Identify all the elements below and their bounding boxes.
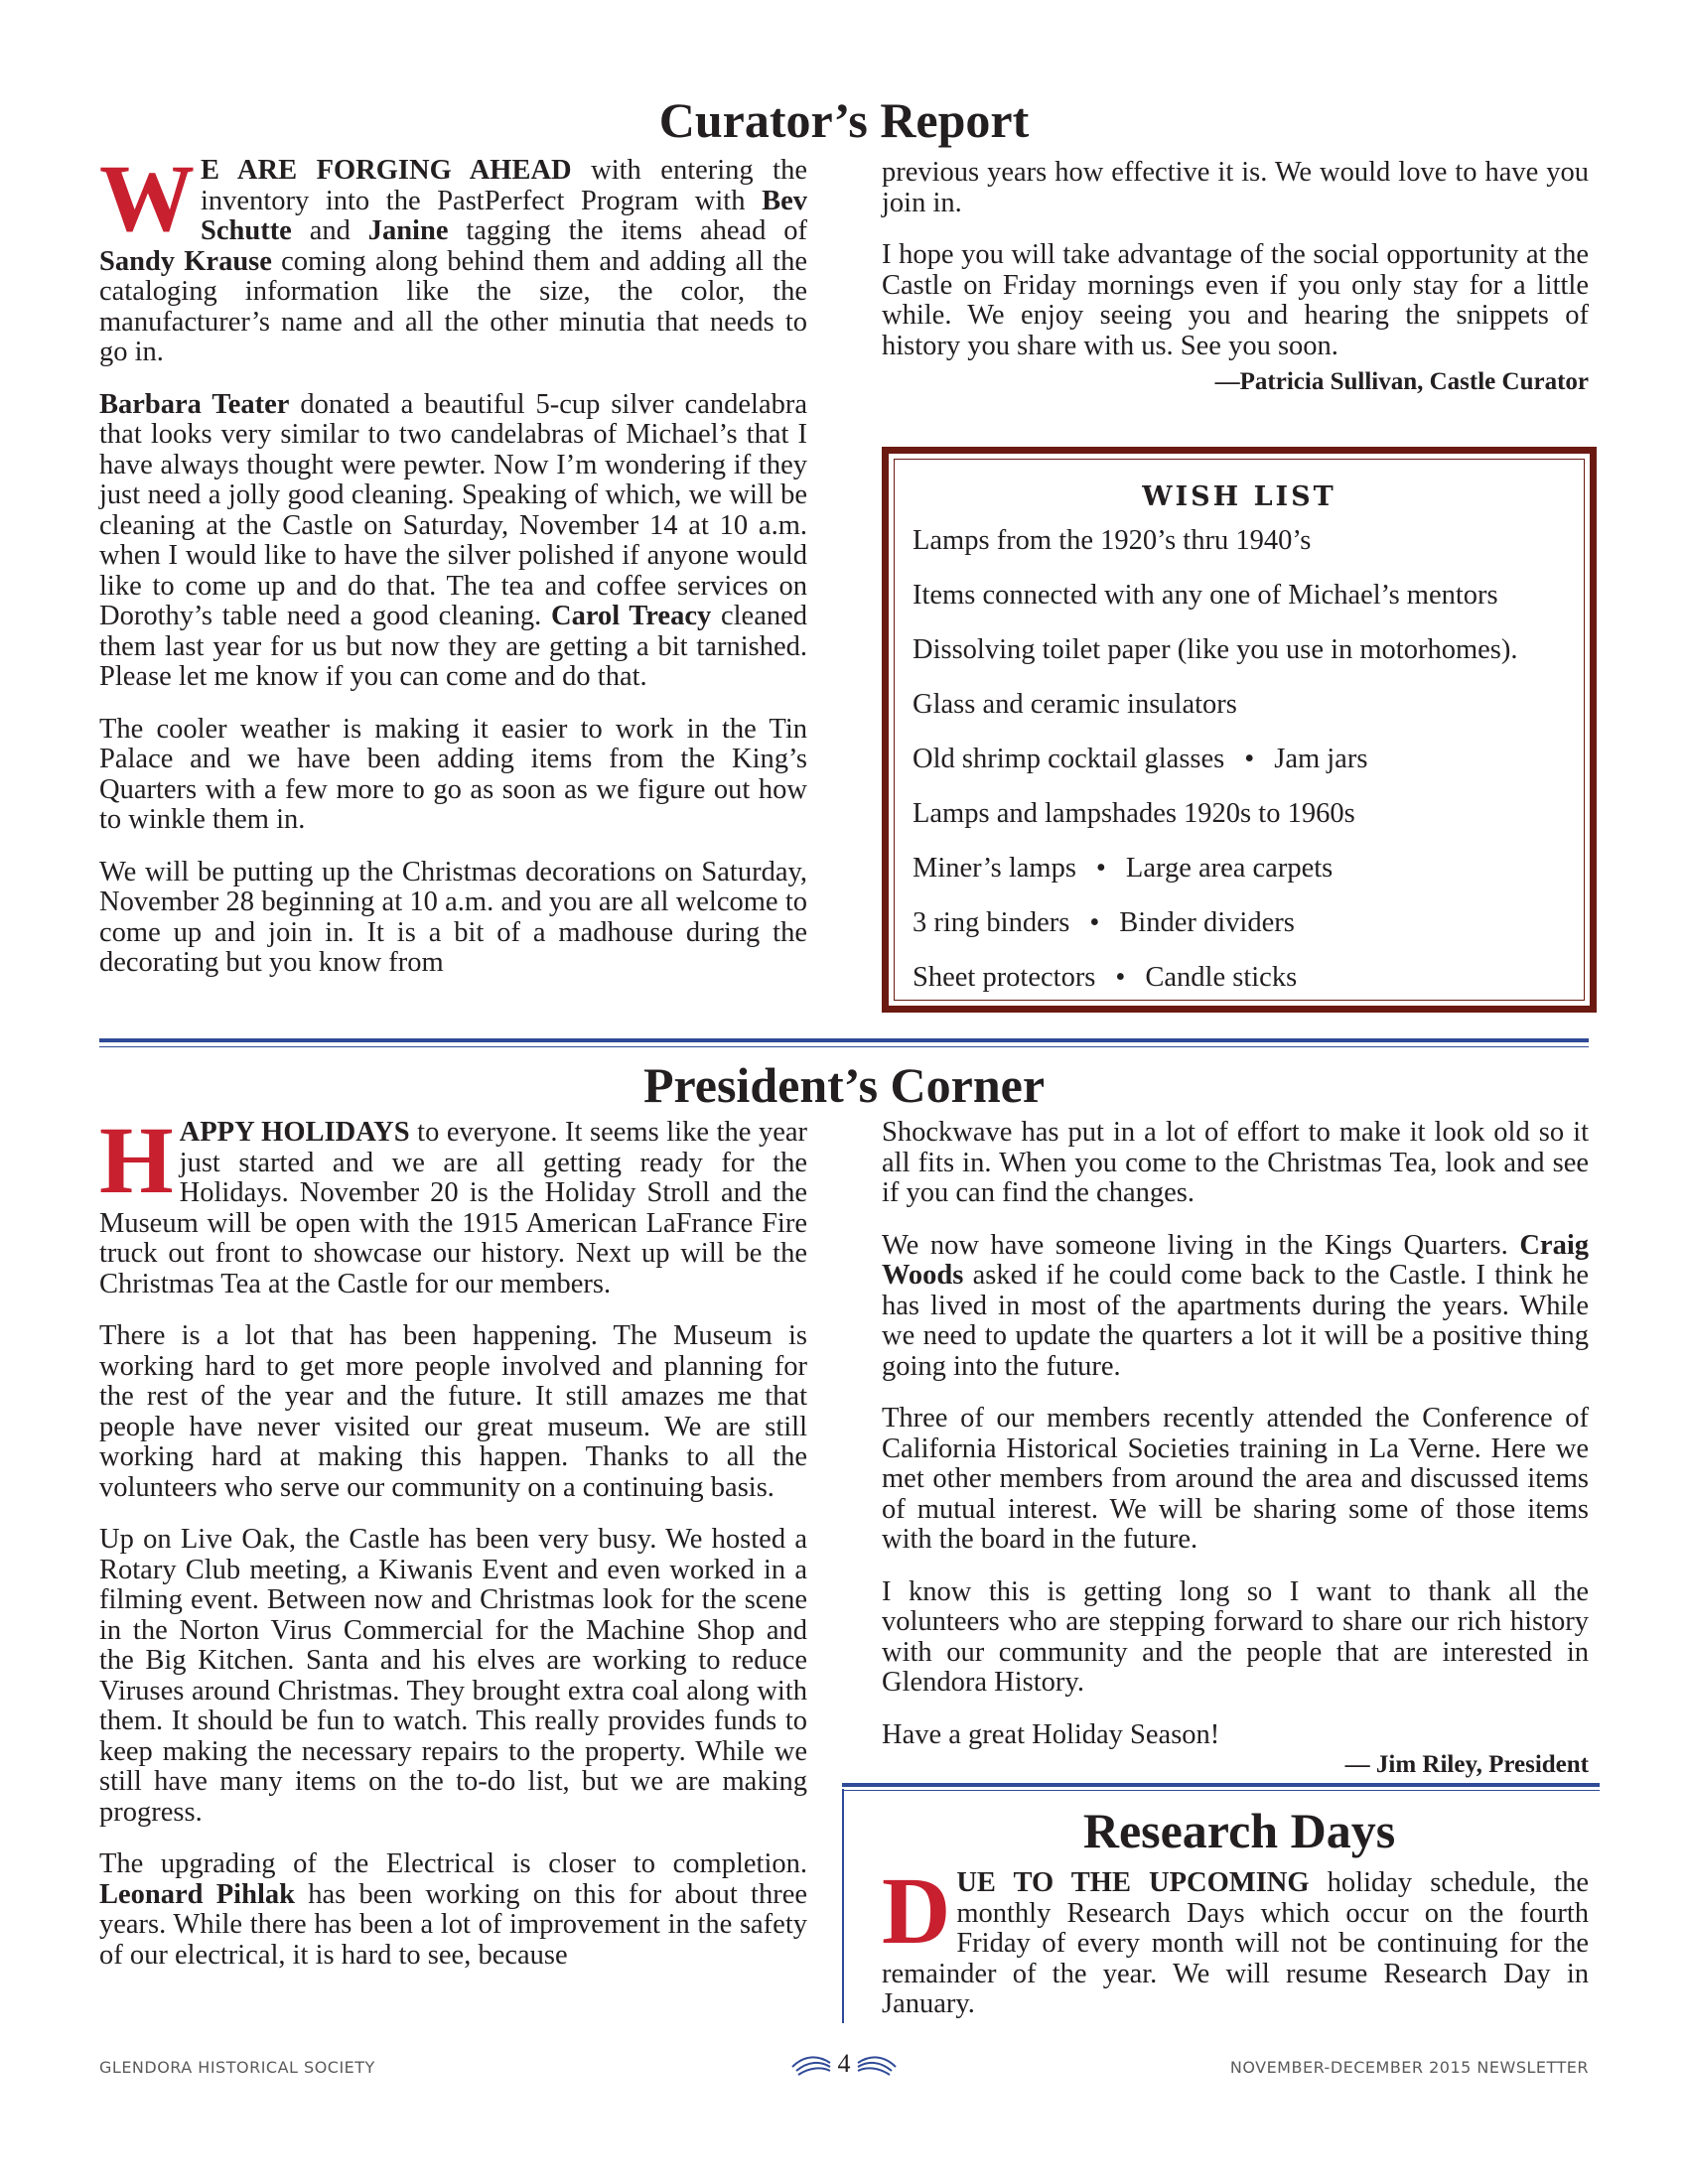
president-paragraph-2: There is a lot that has been happening. The Museum is working hard to get more people involved and planning for the rest of the year and the future. It still amazes me that people have never visited our great museum. We are still working hard at making this happen. Thanks to all the volunteers who serve our community on a continuing basis.	[99, 1320, 807, 1503]
wish-list-item	[913, 799, 1566, 854]
president-paragraph-3: Up on Live Oak, the Castle has been very busy. We hosted a Rotary Club meeting, a Kiwanis Event and even worked in a filming event. Between now and Christmas look for the scene in the Norton Virus Commercial for the Machine Shop and the Big Kitchen. Santa and his elves are working to reduce Viruses around Christmas. They brought extra coal along with them. It should be fun to watch. This really provides funds to keep making the necessary repairs to the property. While we still have many items on the to-do list, but we are making progress.	[99, 1524, 807, 1828]
wish-list-item-text: Miner’s lamps	[913, 853, 1076, 884]
wish-list-title: WISH LIST	[1142, 481, 1336, 512]
curator-dropcap: W	[99, 145, 195, 251]
bullet-separator: •	[1115, 962, 1126, 993]
wish-list-item	[913, 963, 1566, 1018]
name-barbara-teater: Barbara Teater	[99, 388, 290, 420]
curator-paragraph-6: I hope you will take advantage of the social opportunity at the Castle on Friday mornings even if you only stay for a little while. We enjoy seeing you and hearing the snippets of history you share with us. See you soon.	[882, 239, 1589, 361]
footer-right: NOVEMBER-DECEMBER 2015 NEWSLETTER	[1229, 2058, 1589, 2077]
president-p4-text: The upgrading of the Electrical is closer to completion.	[99, 1848, 807, 1879]
wish-list-item-text: Glass and ceramic insulators	[913, 689, 1237, 720]
name-bev-schutte: Bev Schutte	[201, 185, 807, 246]
president-signature: — Jim Riley, President	[1344, 1751, 1589, 1778]
curator-report-title: Curator’s Report	[658, 92, 1030, 148]
research-dropcap: D	[882, 1857, 951, 1964]
name-sandy-krause: Sandy Krause	[99, 245, 272, 277]
research-lead: UE TO THE UPCOMING	[956, 1867, 1310, 1898]
wish-list-item	[913, 581, 1566, 635]
bullet-separator: •	[1089, 907, 1100, 938]
wish-list-item-text: Lamps and lampshades 1920s to 1960s	[913, 798, 1355, 829]
president-paragraph-7: Three of our members recently attended the Conference of California Historical Societies training in La Verne. Here we met other members from around the area and discussed items of mutual interest. We will be sharing some of those items with the board in the future.	[882, 1403, 1589, 1555]
curator-p2-text: donated a beautiful 5-cup silver candelabra that looks very similar to two candelabras of Michael’s that I have always thought were pewter. Now I’m wondering if they just need a jolly good cleaning. Speaking of which, we will be cleaning at the Castle on Saturday, November 14 at 10 a.m. when I would like to have the silver polished if anyone would like to come up and do that. The tea and coffee services on Dorothy’s table need a good cleaning.	[99, 388, 808, 631]
president-p1-text: to everyone. It seems like the year just started and we are all getting ready for the Holidays. November 20 is the Holiday Stroll and the Museum will be open with the 1915 American LaFrance Fire truck out front to showcase our history. Next up will be the Christmas Tea at the Castle for our members.	[99, 1117, 807, 1299]
wish-list-inner	[894, 459, 1585, 1001]
wish-list-item-text: Items connected with any one of Michael’s mentors	[913, 580, 1498, 611]
president-dropcap: H	[99, 1107, 174, 1213]
curator-paragraph-3: The cooler weather is making it easier to work in the Tin Palace and we have been adding items from the King’s Quarters with a few more to go as soon as we figure out how to winkle them in.	[99, 713, 807, 835]
wish-list-item-text: 3 ring binders	[913, 907, 1070, 938]
bullet-separator: •	[1244, 744, 1255, 774]
wish-list-item	[913, 526, 1566, 581]
president-p6-text: We now have someone living in the Kings Quarters.	[882, 1229, 1520, 1261]
curator-right-column	[882, 158, 1589, 398]
president-paragraph-9: Have a great Holiday Season!	[882, 1718, 1220, 1750]
curator-signature: —Patricia Sullivan, Castle Curator	[1214, 368, 1589, 395]
curator-p2-text: cleaned them last year for us but now they are getting a bit tarnished. Please let me know if you can come and do that.	[99, 601, 807, 692]
research-divider-thin	[842, 1790, 1600, 1791]
name-janine: Janine	[367, 215, 449, 246]
president-right-column	[882, 1118, 1589, 1781]
wish-list-box	[882, 447, 1597, 1013]
presidents-corner-title: President’s Corner	[642, 1057, 1046, 1113]
wish-list-item-text: Old shrimp cocktail glasses	[913, 744, 1225, 774]
curator-p1-text: coming along behind them and adding all the cataloging information like the size, the color, the manufacturer’s name and all the other minutia that needs to go in.	[99, 245, 807, 367]
president-paragraph-8: I know this is getting long so I want to thank all the volunteers who are stepping forward to share our rich history with our community and the people that are interested in Glendora History.	[882, 1575, 1589, 1698]
name-leonard-pihlak: Leonard Pihlak	[99, 1878, 295, 1910]
president-left-column	[99, 1107, 807, 1992]
research-column	[882, 1857, 1589, 2042]
section-divider-thin	[99, 1046, 1589, 1047]
curator-paragraph-5: previous years how effective it is. We would love to have you join in.	[882, 157, 1589, 218]
wish-list-item-text: Lamps from the 1920’s thru 1940’s	[913, 525, 1312, 556]
wish-list-item	[913, 745, 1566, 799]
section-divider	[99, 1038, 1589, 1042]
wish-list-item	[913, 635, 1566, 690]
curator-lead: E ARE FORGING AHEAD	[201, 155, 572, 186]
research-days-title: Research Days	[1082, 1803, 1396, 1858]
curator-p1-text: with entering the inventory into the PastPerfect Program with	[201, 155, 807, 216]
president-lead: APPY HOLIDAYS	[179, 1117, 410, 1148]
curator-p1-text: tagging the items ahead of	[448, 215, 807, 246]
footer-left: GLENDORA HISTORICAL SOCIETY	[99, 2058, 375, 2077]
curator-p1-text: and	[291, 215, 368, 246]
curator-left-column	[99, 145, 808, 1001]
research-p1-text: holiday schedule, the monthly Research Days which occur on the fourth Friday of every month will not be continuing for the remainder of the year. We will resume Research Day in January.	[882, 1867, 1589, 2019]
wish-list-item	[913, 854, 1566, 908]
wish-list-item	[913, 690, 1566, 745]
wish-list-item-text: Jam jars	[1274, 744, 1368, 774]
president-paragraph-1	[99, 1107, 807, 1299]
wish-list-item-text: Dissolving toilet paper (like you use in motorhomes).	[913, 634, 1518, 665]
page-number-ornament	[784, 2045, 904, 2085]
page-number: 4	[837, 2049, 851, 2078]
wish-list-item	[913, 908, 1566, 963]
wish-list-items	[913, 526, 1566, 1018]
name-craig-woods: Craig Woods	[882, 1229, 1589, 1291]
wish-list-item-text: Sheet protectors	[913, 962, 1096, 993]
curator-paragraph-2	[99, 390, 807, 693]
curator-paragraph-4: We will be putting up the Christmas decorations on Saturday, November 28 beginning at 10 a.m. and you are all welcome to come up and join in. It is a bit of a madhouse during the decorating but you know from	[99, 856, 807, 978]
wish-list-item-text: Binder dividers	[1119, 907, 1295, 938]
president-p6-text: asked if he could come back to the Castle. I think he has lived in most of the apartments during the years. While we need to update the quarters a lot it will be a positive thing going into the future.	[882, 1260, 1589, 1382]
president-p4-text: has been working on this for about three years. While there has been a lot of improvement in the safety of our electrical, it is hard to see, because	[99, 1878, 807, 1971]
research-divider	[842, 1783, 1600, 1787]
curator-paragraph-1	[99, 145, 807, 368]
name-carol-treacy: Carol Treacy	[551, 601, 712, 631]
research-paragraph-1	[882, 1857, 1589, 2020]
wish-list-item-text: Candle sticks	[1145, 962, 1298, 993]
president-paragraph-4	[99, 1849, 807, 1971]
president-paragraph-6	[882, 1231, 1589, 1383]
bullet-separator: •	[1095, 853, 1106, 884]
wish-list-item-text: Large area carpets	[1125, 853, 1334, 884]
president-paragraph-5: Shockwave has put in a lot of effort to make it look old so it all fits in. When you come to the Christmas Tea, look and see if you can find the changes.	[882, 1117, 1589, 1208]
